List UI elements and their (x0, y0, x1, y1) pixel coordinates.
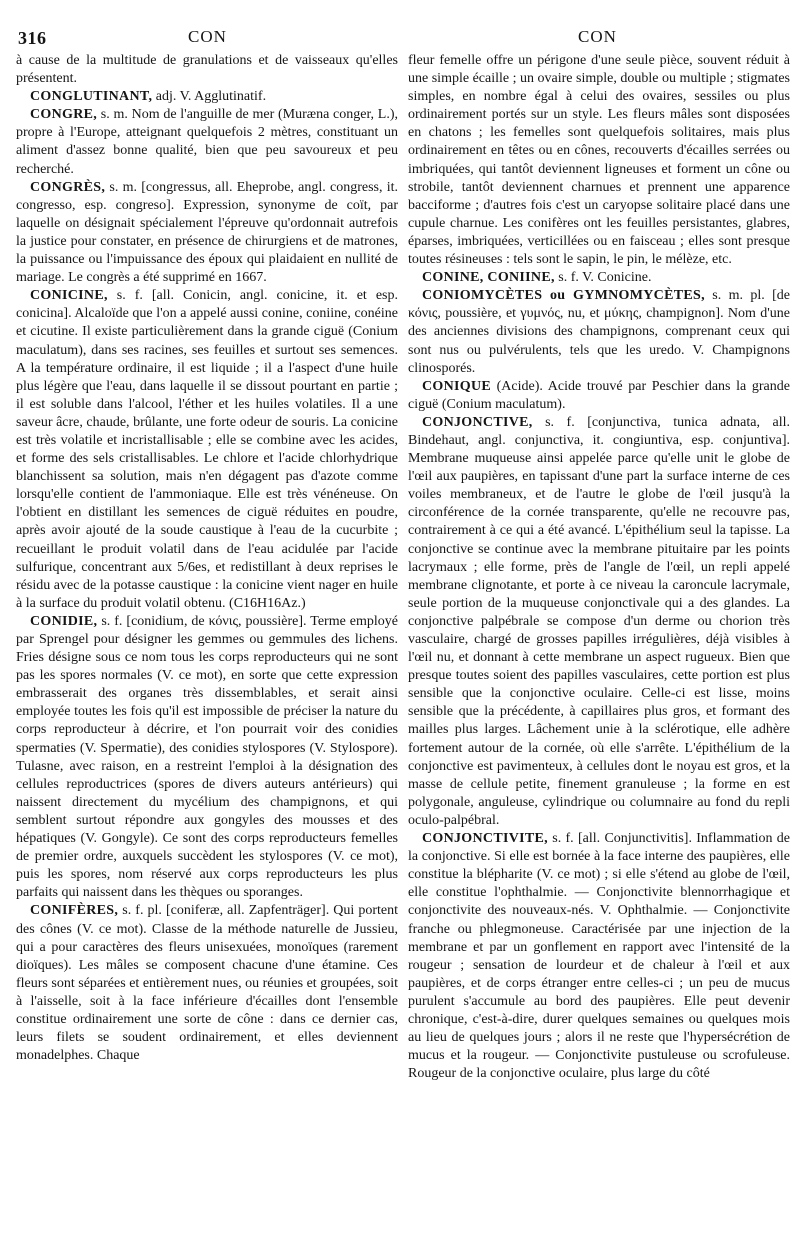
entry-text: s. f. V. Conicine. (554, 270, 652, 286)
dictionary-entry (16, 287, 398, 613)
entry-headword: CONINE, CONIINE, (422, 270, 555, 286)
right-column (408, 52, 790, 1083)
dictionary-entry (408, 287, 790, 377)
entry-text: s. f. [all. Conjunctivitis]. Inflammation de la conjonctive. Si elle est bornée à la face interne des paupières, elle constitue la blépharite (V. ce mot) ; si elle s'étend au globe de l'œil, elle constitue l'ophthalmie. — Conjonctivite blennorrhagique et conjonctivite des nouveaux-nés. V. Ophthalmie. — Conjonctivite franche ou phlegmoneuse. Caractérisée par une injection de la membrane et par un gonflement en rapport avec l'intensité de la rougeur ; sensation de lourdeur et de chaleur à l'œil et aux paupières, et de corps étranger entre celles-ci ; un peu de mucus purulent s'accumule au bord des paupières. Elle peut devenir chronique, c'est-à-dire, durer quelques semaines ou quelques mois au lieu de quelques jours ; alors il ne reste que l'hypersécrétion de mucus et la rougeur. — Conjonctivite pustuleuse ou scrofuleuse. Rougeur de la conjonctive oculaire, plus large du côté (408, 831, 790, 1082)
dictionary-entry (16, 106, 398, 178)
entry-text: s. f. [all. Conicin, angl. conicine, it. et esp. conicina]. Alcaloïde que l'on a appelé aussi conine, coniine, conéine et cicutine. Il existe particulièrement dans la grande ciguë (Conium maculatum), dans ses racines, ses feuilles et surtout ses semences. A la température ordinaire, il est liquide ; il a l'aspect d'une huile plus légère que l'eau, dans laquelle il se dissout pourtant en partie ; il est soluble dans l'alcool, l'éther et les huiles volatiles. Il a une saveur âcre, chaude, brûlante, une forte odeur de souris. La conicine est très volatile et incristallisable ; elle se combine avec les acides, et forme des sels cristallisables. Le chlore et l'acide chlorhydrique blanchissent sa solution, mais n'en dégagent pas d'azote comme lorsqu'elle contient de l'ammoniaque. Elle est très vénéneuse. On l'obtient en distillant les semences de ciguë réduites en poudre, après avoir ajouté de la soude caustique à l'eau de la cucurbite ; recueillant le produit volatil dans de l'eau acidulée par l'acide sulfurique, concentrant aux 5/6es, et redistillant à deux reprises le résidu avec de la potasse caustique : la conicine vient nager en huile à la surface du produit volatil obtenu. (C16H16Az.) (16, 288, 398, 611)
dictionary-entry (408, 269, 790, 287)
entry-headword: CONIQUE (422, 378, 491, 394)
dictionary-entry (16, 613, 398, 903)
entry-headword: CONJONCTIVITE, (422, 831, 548, 847)
entry-text: s. m. Nom de l'anguille de mer (Muræna conger, L.), propre à l'Europe, atteignant quelquefois 2 mètres, constituant un aliment d'assez bonne qualité, bien que peu savoureux et peu recherché. (16, 107, 398, 177)
entry-headword: CONGRÈS, (30, 179, 106, 195)
entry-text: adj. V. Agglutinatif. (152, 89, 267, 105)
entry-headword: CONGLUTINANT, (30, 89, 153, 105)
dictionary-entry (408, 378, 790, 414)
dictionary-entry (16, 179, 398, 288)
dictionary-entry (408, 830, 790, 1083)
running-head-right: CON (578, 27, 617, 46)
entry-headword: CONIDIE, (30, 613, 98, 629)
entry-text: (Acide). Acide trouvé par Peschier dans la grande ciguë (Conium maculatum). (408, 378, 790, 412)
entry-headword: CONIFÈRES, (30, 903, 119, 919)
entry-headword: CONGRE, (30, 107, 98, 123)
left-column (16, 52, 398, 1065)
entry-text: s. m. [congressus, all. Eheprobe, angl. congress, it. congresso, esp. congreso]. Expression, synonyme de coït, par laquelle on désignait spécialement l'épreuve qu'ordonnait autrefois la justice pour constater, en présence de chirurgiens et de matrones, la puissance ou l'impuissance des époux qui plaidaient en nullité de mariage. Le congrès a été supprimé en 1667. (16, 179, 398, 286)
entry-text: s. f. pl. [coniferæ, all. Zapfenträger]. Qui portent des cônes (V. ce mot). Classe de la méthode naturelle de Jussieu, qui a pour caractères des fleurs unisexuées, monoïques (rarement dioïques). Les mâles se composent chacune d'une étamine. Ces fleurs sont séparées et entièrement nues, ou réunies et groupées, soit à l'aisselle, soit à la face inférieure d'écailles dont l'ensemble constitue ordinairement une sorte de cône : dans ce dernier cas, leurs filets se soudent ordinairement, et elles deviennent monadelphes. Chaque (16, 903, 398, 1064)
entry-text: s. f. [conidium, de κόνις, poussière]. Terme employé par Sprengel pour désigner les gemmes ou gemmules des lichens. Fries désigne sous ce nom tous les corps reproducteurs qui ne sont pas les spores normales (V. ce mot), en sorte que cette expression embrasserait des organes très dissemblables, et serait ainsi employée toutes les fois qu'il est impossible de préciser la nature du corps reproducteur à décrire, et l'on pourrait voir des conidies spermaties (V. Spermatie), des conidies stylospores (V. Stylospore). Tulasne, avec raison, en a restreint l'emploi à la désignation des cellules reproductrices (spores de divers auteurs antérieurs) qui naissent directement du mycélium des champignons, et qui semblent surtout répondre aux gongyles des mousses et des hépatiques (V. Gongyle). Ce sont des corps reproducteurs femelles de premier ordre, auxquels succèdent les stylospores (V. ce mot), puis les spores, nom réservé aux corps reproducteurs les plus parfaits qui naissent dans les thèques ou sporanges. (16, 613, 398, 901)
entry-headword: CONJONCTIVE, (422, 414, 533, 430)
dictionary-entry (16, 902, 398, 1065)
entry-text: s. f. [conjunctiva, tunica adnata, all. Bindehaut, angl. conjunctiva, it. congiuntiva, esp. conjuntiva]. Membrane muqueuse ainsi appelée parce qu'elle unit le globe de l'œil aux paupières, en tapissant d'une part la surface interne de ces voiles membraneux, et de l'autre le globe de l'œil jusqu'à la circonférence de la cornée transparente, qu'elle ne recouvre pas, contrairement à ce qui a été avancé. L'épithélium seul la tapisse. La conjonctive se continue avec la membrane pituitaire par les points lacrymaux ; elle forme, près de l'angle de l'œil, un repli appelé membrane clignotante, et porte à ce niveau la caroncule lacrymale, seule portion de la muqueuse conjonctivale qui a des glandes. La conjonctive palpébrale se compose d'un derme ou chorion très vasculaire, chargé de grosses papilles irrégulières, déjà visibles à l'œil nu, et donnant à cette membrane un aspect rugueux. Bien que presque toutes soient des papilles vasculaires, cette portion est plus sensible que la conjonctive oculaire. Celle-ci est lisse, moins sensible que la précédente, à capillaires plus gros, et formant des mailles plus larges. Lâchement unie à la sclérotique, elle adhère fortement autour de la cornée, où elle s'arrête. L'épithélium de la conjonctive est pavimenteux, à cellules dont le noyau est gros, et la masse de cellule petite, finement granuleuse ; la forme en est polygonale, anguleuse, cylindrique ou columnaire au fond du repli oculo-palpébral. (408, 414, 790, 828)
entry-text: s. m. pl. [de κόνις, poussière, et γυμνός, nu, et μύκης, champignon]. Nom d'une des anciennes divisions des champignons, comprenant ceux qui sont nus ou pulvérulents, tels que les uredo. V. Champignons clinosporés. (408, 288, 790, 376)
page-number: 316 (18, 28, 47, 48)
dictionary-entry (408, 414, 790, 830)
continuation-text: à cause de la multitude de granulations et de vaisseaux qu'elles présentent. (16, 53, 398, 87)
continuation-text: fleur femelle offre un périgone d'une seule pièce, souvent réduit à une simple écaille ; un ovaire simple, double ou multiple ; stigmates simples, en nombre égal à celui des ovaires, sessiles ou plus ordinairement portés sur un style. Les fleurs mâles sont disposées en chatons ; les femelles sont quelquefois solitaires, mais plus ordinairement en têtes ou en cônes, recouverts d'écailles serrées ou imbriquées, qui tantôt deviennent ligneuses et forment un cône ou strobile, tantôt deviennent charnues et prennent une apparence bacciforme ; d'autres fois c'est un caryopse solitaire placé dans une cupule charnue. Les conifères ont les feuilles persistantes, glabres, éparses, imbriquées, verticillées ou en faisceau ; elles sont presque toutes résineuses : tels sont le sapin, le pin, le mélèze, etc. (408, 53, 790, 268)
entry-headword: CONIOMYCÈTES ou GYMNOMYCÈTES, (422, 288, 705, 304)
running-head-left: CON (188, 27, 227, 46)
dictionary-entry (16, 88, 398, 106)
entry-headword: CONICINE, (30, 288, 108, 304)
